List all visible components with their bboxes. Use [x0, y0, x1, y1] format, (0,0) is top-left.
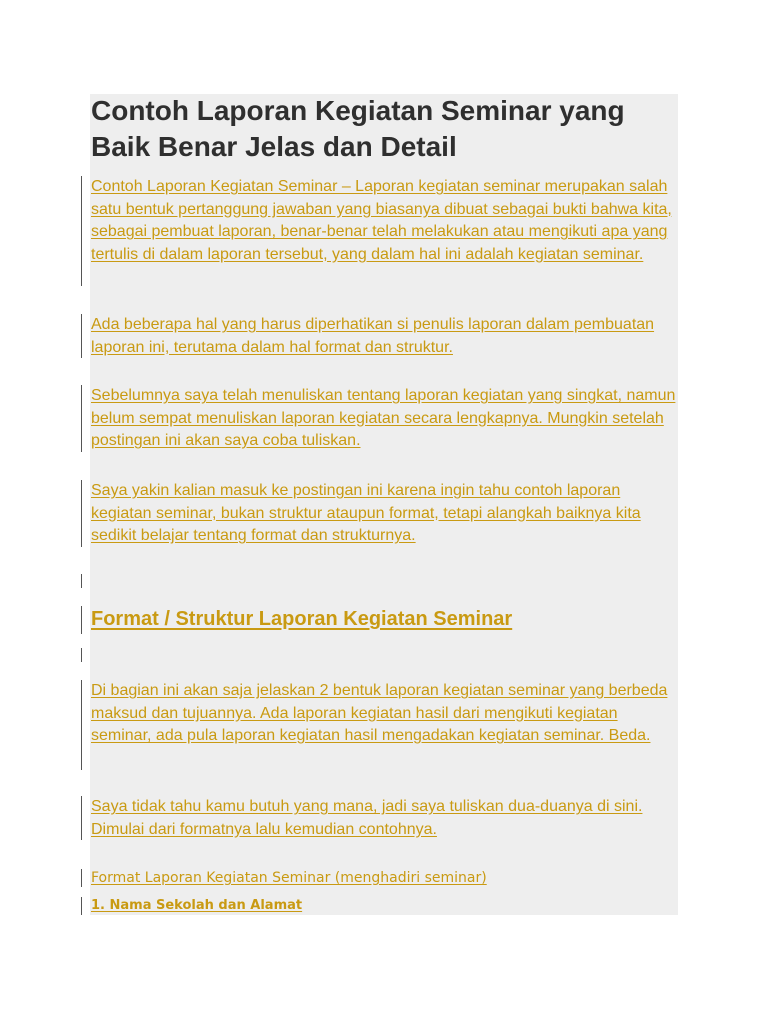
- paragraph-link[interactable]: Ada beberapa hal yang harus diperhatikan si penulis laporan dalam pembuatan laporan ini, terutama dalam hal format dan struktur.: [91, 316, 655, 356]
- list-item-link[interactable]: 1. Nama Sekolah dan Alamat: [91, 898, 303, 913]
- quote-bar: [81, 648, 82, 662]
- quote-bar: [81, 314, 82, 358]
- article-title: Contoh Laporan Kegiatan Seminar yang Baik Benar Jelas dan Detail: [91, 95, 625, 162]
- paragraph-link[interactable]: Saya tidak tahu kamu butuh yang mana, jadi saya tuliskan dua-duanya di sini. Dimulai dari formatnya lalu kemudian contohnya.: [91, 798, 643, 838]
- quote-bar: [81, 480, 82, 547]
- quote-bar: [81, 574, 82, 588]
- quote-bar: [81, 176, 82, 286]
- paragraph-link[interactable]: Di bagian ini akan saja jelaskan 2 bentuk laporan kegiatan seminar yang berbeda maksud dan tujuannya. Ada laporan kegiatan hasil dari mengikuti kegiatan seminar, ada pula laporan kegiatan hasil mengadakan kegiatan seminar. Beda.: [91, 682, 668, 744]
- quote-bar: [81, 606, 82, 634]
- subheading-link[interactable]: Format Laporan Kegiatan Seminar (menghadiri seminar): [91, 870, 487, 886]
- paragraph-link[interactable]: Contoh Laporan Kegiatan Seminar – Laporan kegiatan seminar merupakan salah satu bentuk pertanggung jawaban yang biasanya dibuat sebagai bukti bahwa kita, sebagai pembuat laporan, benar-benar telah melakukan atau mengikuti apa yang tertulis di dalam laporan tersebut, yang dalam hal ini adalah kegiatan seminar.: [91, 178, 672, 263]
- quote-bar: [81, 897, 82, 915]
- quote-bar: [81, 796, 82, 840]
- quote-bar: [81, 385, 82, 452]
- paragraph-link[interactable]: Saya yakin kalian masuk ke postingan ini karena ingin tahu contoh laporan kegiatan seminar, bukan struktur ataupun format, tetapi alangkah baiknya kita sedikit belajar tentang format dan strukturnya.: [91, 482, 641, 544]
- section-heading-link[interactable]: Format / Struktur Laporan Kegiatan Seminar: [91, 608, 513, 630]
- quote-bar: [81, 869, 82, 887]
- paragraph-link[interactable]: Sebelumnya saya telah menuliskan tentang laporan kegiatan yang singkat, namun belum sempat menuliskan laporan kegiatan secara lengkapnya. Mungkin setelah postingan ini akan saya coba tuliskan.: [91, 387, 676, 449]
- quote-bar: [81, 680, 82, 770]
